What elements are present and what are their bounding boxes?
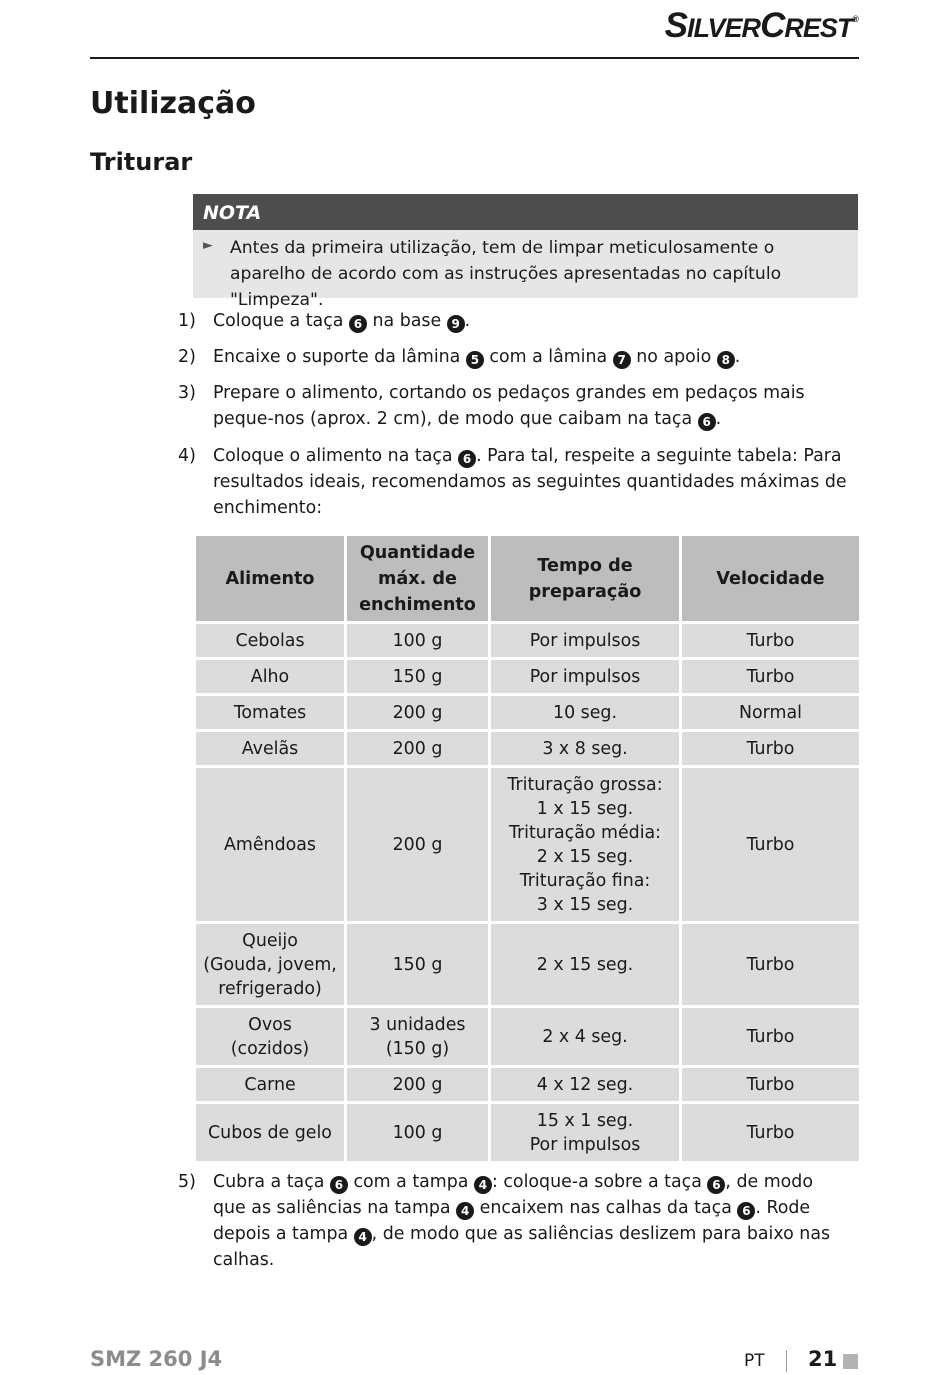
cell-quantity: 200 g	[346, 767, 490, 923]
table-row	[195, 923, 861, 1007]
cell-quantity: 150 g	[346, 923, 490, 1007]
reference-number-badge: 6	[737, 1202, 755, 1220]
note-heading: NOTA	[193, 194, 858, 230]
cell-quantity: 150 g	[346, 659, 490, 695]
cell-speed: Turbo	[681, 731, 861, 767]
step-text: Encaixe o suporte da lâmina 5 com a lâmina 7 no apoio 8 .	[213, 347, 741, 367]
cell-quantity: 200 g	[346, 695, 490, 731]
cell-food: Carne	[195, 1067, 346, 1103]
cell-quantity: 200 g	[346, 1067, 490, 1103]
quantities-table	[193, 533, 862, 1164]
step-number: 2)	[178, 347, 196, 367]
section-title: Triturar	[90, 148, 193, 176]
cell-food: Queijo (Gouda, jovem, refrigerado)	[195, 923, 346, 1007]
column-header: Tempo de preparação	[490, 535, 681, 623]
square-icon	[843, 1354, 858, 1369]
cell-speed: Normal	[681, 695, 861, 731]
table-row	[195, 1007, 861, 1067]
reference-number-badge: 6	[458, 450, 476, 468]
step-text: Cubra a taça 6 com a tampa 4 : coloque-a sobre a taça 6 , de modo que as saliências na tampa 4 encaixem nas calhas da taça 6 . Rode depois a tampa 4 , de modo que as saliências deslizem para baixo nas calhas.	[213, 1172, 831, 1270]
table-row	[195, 767, 861, 923]
reference-number-badge: 6	[349, 315, 367, 333]
reference-number-badge: 7	[613, 351, 631, 369]
cell-time: Por impulsos	[490, 623, 681, 659]
page-title: Utilização	[90, 86, 256, 121]
step-text: Coloque a taça 6 na base 9 .	[213, 311, 471, 331]
footer-divider	[786, 1350, 787, 1372]
table-row	[195, 623, 861, 659]
table-header-row	[195, 535, 861, 623]
step-number: 5)	[178, 1172, 196, 1192]
reference-number-badge: 5	[466, 351, 484, 369]
note-body	[193, 230, 858, 310]
reference-number-badge: 6	[698, 413, 716, 431]
cell-time: 2 x 15 seg.	[490, 923, 681, 1007]
cell-quantity: 3 unidades (150 g)	[346, 1007, 490, 1067]
column-header: Alimento	[195, 535, 346, 623]
cell-quantity: 100 g	[346, 623, 490, 659]
arrow-right-icon: ►	[203, 238, 213, 253]
cell-time: 2 x 4 seg.	[490, 1007, 681, 1067]
table-row	[195, 659, 861, 695]
cell-quantity: 200 g	[346, 731, 490, 767]
cell-speed: Turbo	[681, 1103, 861, 1163]
table-row	[195, 731, 861, 767]
cell-time: 4 x 12 seg.	[490, 1067, 681, 1103]
cell-time: 15 x 1 seg. Por impulsos	[490, 1103, 681, 1163]
cell-time: 3 x 8 seg.	[490, 731, 681, 767]
step-number: 4)	[178, 446, 196, 466]
table-row	[195, 1067, 861, 1103]
cell-food: Ovos (cozidos)	[195, 1007, 346, 1067]
cell-speed: Turbo	[681, 1007, 861, 1067]
cell-time: 10 seg.	[490, 695, 681, 731]
cell-food: Amêndoas	[195, 767, 346, 923]
step-text: Prepare o alimento, cortando os pedaços grandes em pedaços mais peque-nos (aprox. 2 cm), de modo que caibam na taça 6 .	[213, 383, 805, 429]
footer-model: SMZ 260 J4	[90, 1347, 223, 1371]
table-row	[195, 695, 861, 731]
cell-speed: Turbo	[681, 767, 861, 923]
note-text: Antes da primeira utilização, tem de limpar meticulosamente o aparelho de acordo com as instruções apresentadas no capítulo "Limpeza".	[230, 238, 782, 310]
reference-number-badge: 4	[474, 1176, 492, 1194]
cell-speed: Turbo	[681, 1067, 861, 1103]
cell-speed: Turbo	[681, 923, 861, 1007]
note-box	[193, 194, 858, 310]
header-rule	[90, 57, 859, 59]
cell-food: Cebolas	[195, 623, 346, 659]
step-number: 1)	[178, 311, 196, 331]
column-header: Velocidade	[681, 535, 861, 623]
cell-time: Por impulsos	[490, 659, 681, 695]
cell-food: Alho	[195, 659, 346, 695]
reference-number-badge: 4	[354, 1228, 372, 1246]
cell-speed: Turbo	[681, 659, 861, 695]
step-number: 3)	[178, 383, 196, 403]
reference-number-badge: 4	[456, 1202, 474, 1220]
reference-number-badge: 6	[707, 1176, 725, 1194]
cell-time: Trituração grossa: 1 x 15 seg. Trituração média: 2 x 15 seg. Trituração fina: 3 x 15 seg.	[490, 767, 681, 923]
reference-number-badge: 8	[717, 351, 735, 369]
step-text: Coloque o alimento na taça 6 . Para tal, respeite a seguinte tabela: Para resultados ideais, recomendamos as seguintes quantidades máximas de enchimento:	[213, 446, 847, 518]
reference-number-badge: 6	[330, 1176, 348, 1194]
cell-food: Cubos de gelo	[195, 1103, 346, 1163]
cell-quantity: 100 g	[346, 1103, 490, 1163]
cell-food: Avelãs	[195, 731, 346, 767]
cell-speed: Turbo	[681, 623, 861, 659]
reference-number-badge: 9	[447, 315, 465, 333]
silvercrest-logo: SILVERCREST®	[664, 6, 858, 45]
table-row	[195, 1103, 861, 1163]
page-number: 21	[808, 1347, 838, 1371]
footer-language: PT	[744, 1351, 765, 1371]
column-header: Quantidade máx. de enchimento	[346, 535, 490, 623]
cell-food: Tomates	[195, 695, 346, 731]
